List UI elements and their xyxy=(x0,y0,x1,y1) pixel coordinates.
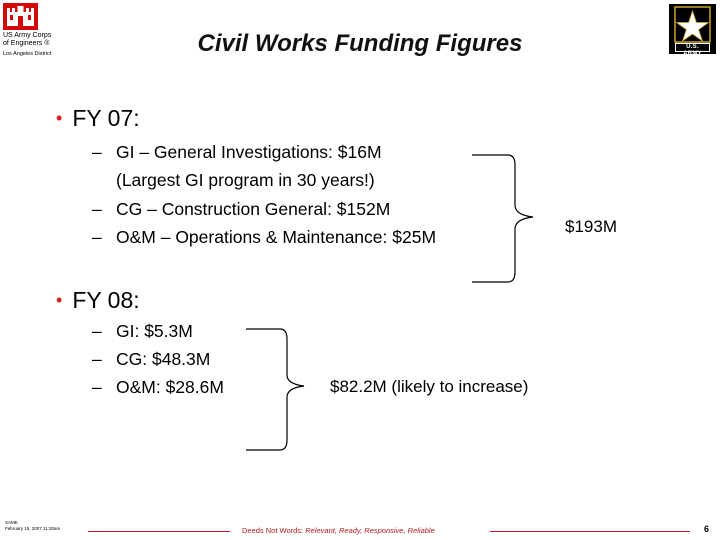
dash-icon: – xyxy=(92,142,102,162)
footer-motto-values: Relevant, Ready, Responsive, Reliable xyxy=(305,526,435,535)
footer-divider-left xyxy=(88,531,230,532)
fy08-heading-text: FY 08: xyxy=(72,287,140,313)
fy07-heading-text: FY 07: xyxy=(72,105,140,131)
bullet-icon: • xyxy=(56,108,63,128)
fy08-item-om-text: O&M: $28.6M xyxy=(116,377,224,397)
footer-meta xyxy=(5,520,60,532)
fy08-item-gi-text: GI: $5.3M xyxy=(116,321,193,341)
dash-icon: – xyxy=(92,377,102,397)
army-badge-text: U.S. ARMY xyxy=(675,43,710,52)
org-name-line2: of Engineers ® xyxy=(3,40,50,47)
fy07-item-cg-text: CG – Construction General: $152M xyxy=(116,199,391,219)
dash-icon: – xyxy=(92,349,102,369)
fy07-total: $193M xyxy=(565,217,617,236)
dash-icon: – xyxy=(92,199,102,219)
page-number: 6 xyxy=(704,524,710,534)
footer-meta-line1: SAME xyxy=(5,520,18,525)
footer-meta-line2: February 15, 2007 11:30am xyxy=(5,526,61,531)
fy08-item-cg-text: CG: $48.3M xyxy=(116,349,211,369)
footer-motto-prefix: Deeds Not Words: xyxy=(242,526,306,535)
fy08-total: $82.2M (likely to increase) xyxy=(330,377,529,396)
footer-divider-right xyxy=(490,531,690,532)
org-district: Los Angeles District xyxy=(3,51,52,57)
slide-title: Civil Works Funding Figures xyxy=(197,30,523,57)
dash-icon: – xyxy=(92,227,102,247)
bullet-icon: • xyxy=(56,290,63,310)
fy07-item-om-text: O&M – Operations & Maintenance: $25M xyxy=(116,227,437,247)
footer-motto xyxy=(242,526,435,535)
org-name-line1: US Army Corps xyxy=(3,32,52,39)
fy07-item-gi-text: GI – General Investigations: $16M xyxy=(116,142,382,162)
dash-icon: – xyxy=(92,321,102,341)
fy07-item-gi-note-text: (Largest GI program in 30 years!) xyxy=(116,170,375,190)
